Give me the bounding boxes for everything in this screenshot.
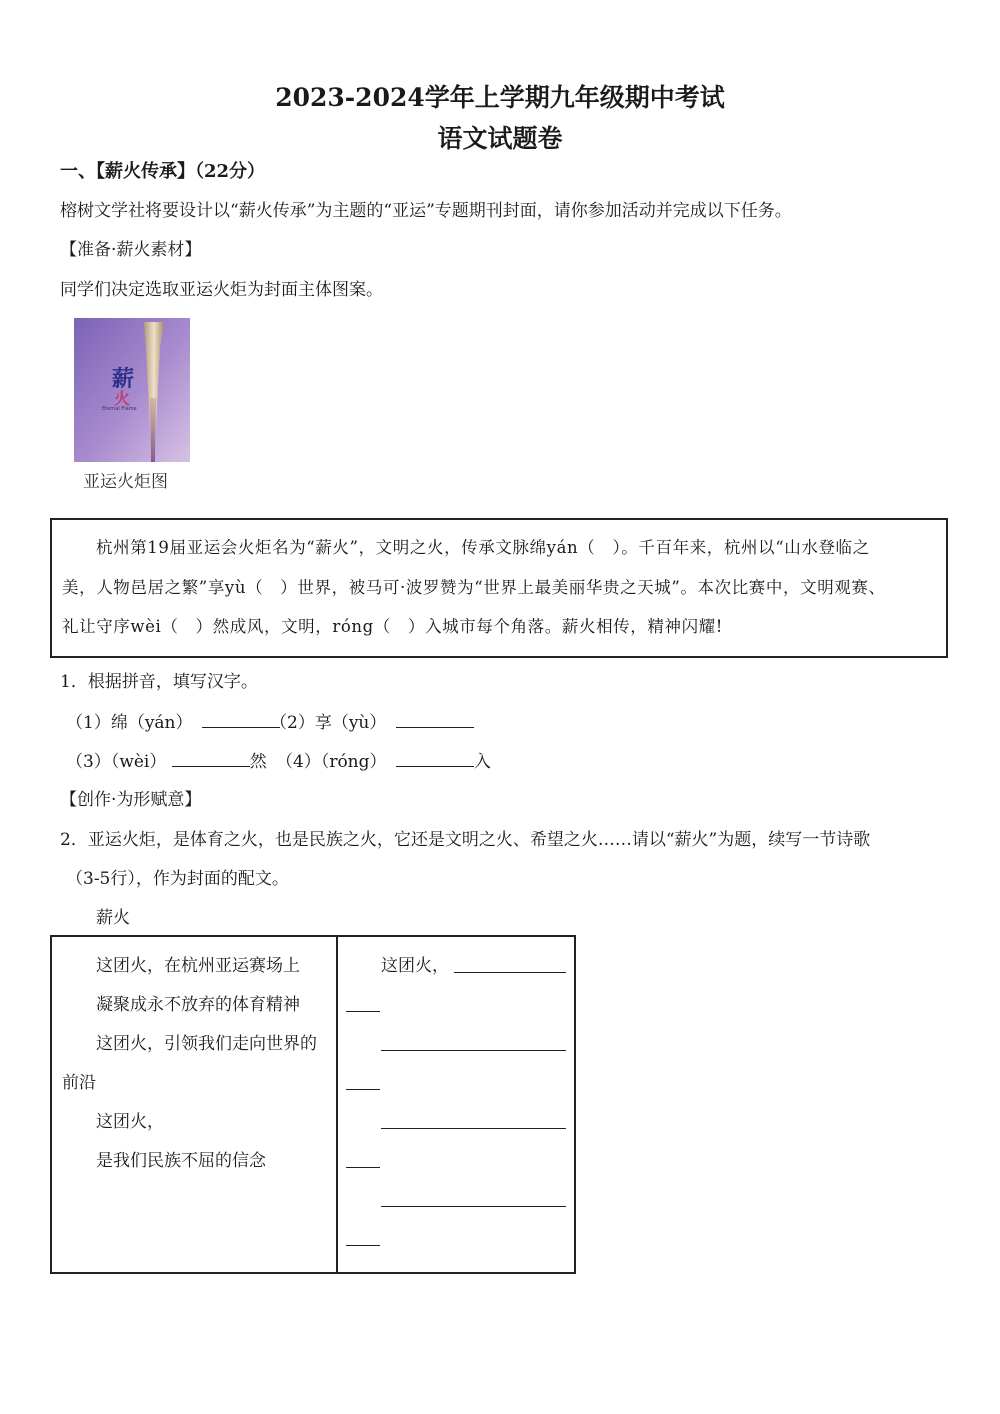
torch-logo-top: 薪 xyxy=(112,366,135,392)
poem-table xyxy=(50,935,576,1274)
poem-answer-line-1a[interactable] xyxy=(454,972,566,973)
prepare-text: 同学们决定选取亚运火炬为封面主体图案。 xyxy=(60,280,383,300)
exam-subtitle: 语文试题卷 xyxy=(437,124,563,153)
poem-left-line-2: 凝聚成永不放弃的体育精神 xyxy=(96,995,300,1015)
answer-blank-1[interactable] xyxy=(202,709,280,728)
passage-box xyxy=(50,518,948,658)
question-2-prompt-2: （3-5行），作为封面的配文。 xyxy=(66,869,289,889)
poem-answer-line-3b[interactable] xyxy=(346,1167,380,1168)
q1-item3-label: （3）（wèi） xyxy=(66,752,167,772)
torch-image xyxy=(74,318,190,462)
question-2-prompt-1: 2．亚运火炬，是体育之火，也是民族之火，它还是文明之火、希望之火……请以“薪火”为题，续写一节诗歌 xyxy=(60,830,871,850)
q1-item3-suffix: 然 xyxy=(249,752,267,772)
question-1-item-4 xyxy=(276,748,491,774)
image-caption: 亚运火炬图 xyxy=(83,472,168,492)
poem-answer-line-4a[interactable] xyxy=(381,1206,566,1207)
poem-left-line-4: 前沿 xyxy=(62,1073,96,1093)
question-1-prompt: 1．根据拼音，填写汉字。 xyxy=(60,672,258,692)
question-1-item-2 xyxy=(270,709,474,735)
q1-item2-label: （2）享（yù） xyxy=(270,713,387,733)
q1-item1-label: （1）绵（yán） xyxy=(66,713,193,733)
answer-blank-2[interactable] xyxy=(396,709,474,728)
subheading-create: 【创作·为形赋意】 xyxy=(60,790,202,810)
question-1-item-3 xyxy=(66,748,267,774)
poem-divider xyxy=(336,937,338,1272)
poem-left-line-6: 是我们民族不屈的信念 xyxy=(96,1151,266,1171)
poem-title: 薪火 xyxy=(96,908,130,928)
section-heading: 一、【薪火传承】（22分） xyxy=(60,161,266,182)
passage-line-3: 礼让守序wèi（ ）然成风，文明，róng（ ）入城市每个角落。薪火相传，精神闪耀! xyxy=(62,617,724,636)
passage-line-1: 杭州第19届亚运会火炬名为“薪火”，文明之火，传承文脉绵yán（ ）。千百年来，杭州以“山水登临之 xyxy=(96,538,870,557)
exam-title: 2023-2024学年上学期九年级期中考试 xyxy=(275,83,725,112)
subheading-prepare: 【准备·薪火素材】 xyxy=(60,240,202,260)
q1-item4-suffix: 入 xyxy=(473,752,491,772)
poem-answer-line-3a[interactable] xyxy=(381,1128,566,1129)
answer-blank-4[interactable] xyxy=(396,748,474,767)
poem-right-start: 这团火， xyxy=(381,956,449,976)
section-intro: 榕树文学社将要设计以“薪火传承”为主题的“亚运”专题期刊封面，请你参加活动并完成以下任务。 xyxy=(60,201,792,221)
torch-logo-subtext: Eternal Flame xyxy=(102,406,137,412)
question-1-item-1 xyxy=(66,709,280,735)
poem-answer-line-4b[interactable] xyxy=(346,1245,380,1246)
q1-item4-label: （4）（róng） xyxy=(276,752,387,772)
answer-blank-3[interactable] xyxy=(172,748,250,767)
passage-line-2: 美，人物邑居之繁”享yù（ ）世界，被马可·波罗赞为“世界上最美丽华贵之天城”。本次比赛中，文明观赛、 xyxy=(62,578,886,597)
poem-answer-line-1b[interactable] xyxy=(346,1011,380,1012)
poem-answer-line-2a[interactable] xyxy=(381,1050,566,1051)
torch-logo-bottom: 火 xyxy=(114,389,131,408)
poem-left-line-5: 这团火， xyxy=(96,1112,164,1132)
poem-answer-line-2b[interactable] xyxy=(346,1089,380,1090)
poem-left-line-1: 这团火，在杭州亚运赛场上 xyxy=(96,956,300,976)
poem-left-line-3: 这团火，引领我们走向世界的 xyxy=(96,1034,317,1054)
